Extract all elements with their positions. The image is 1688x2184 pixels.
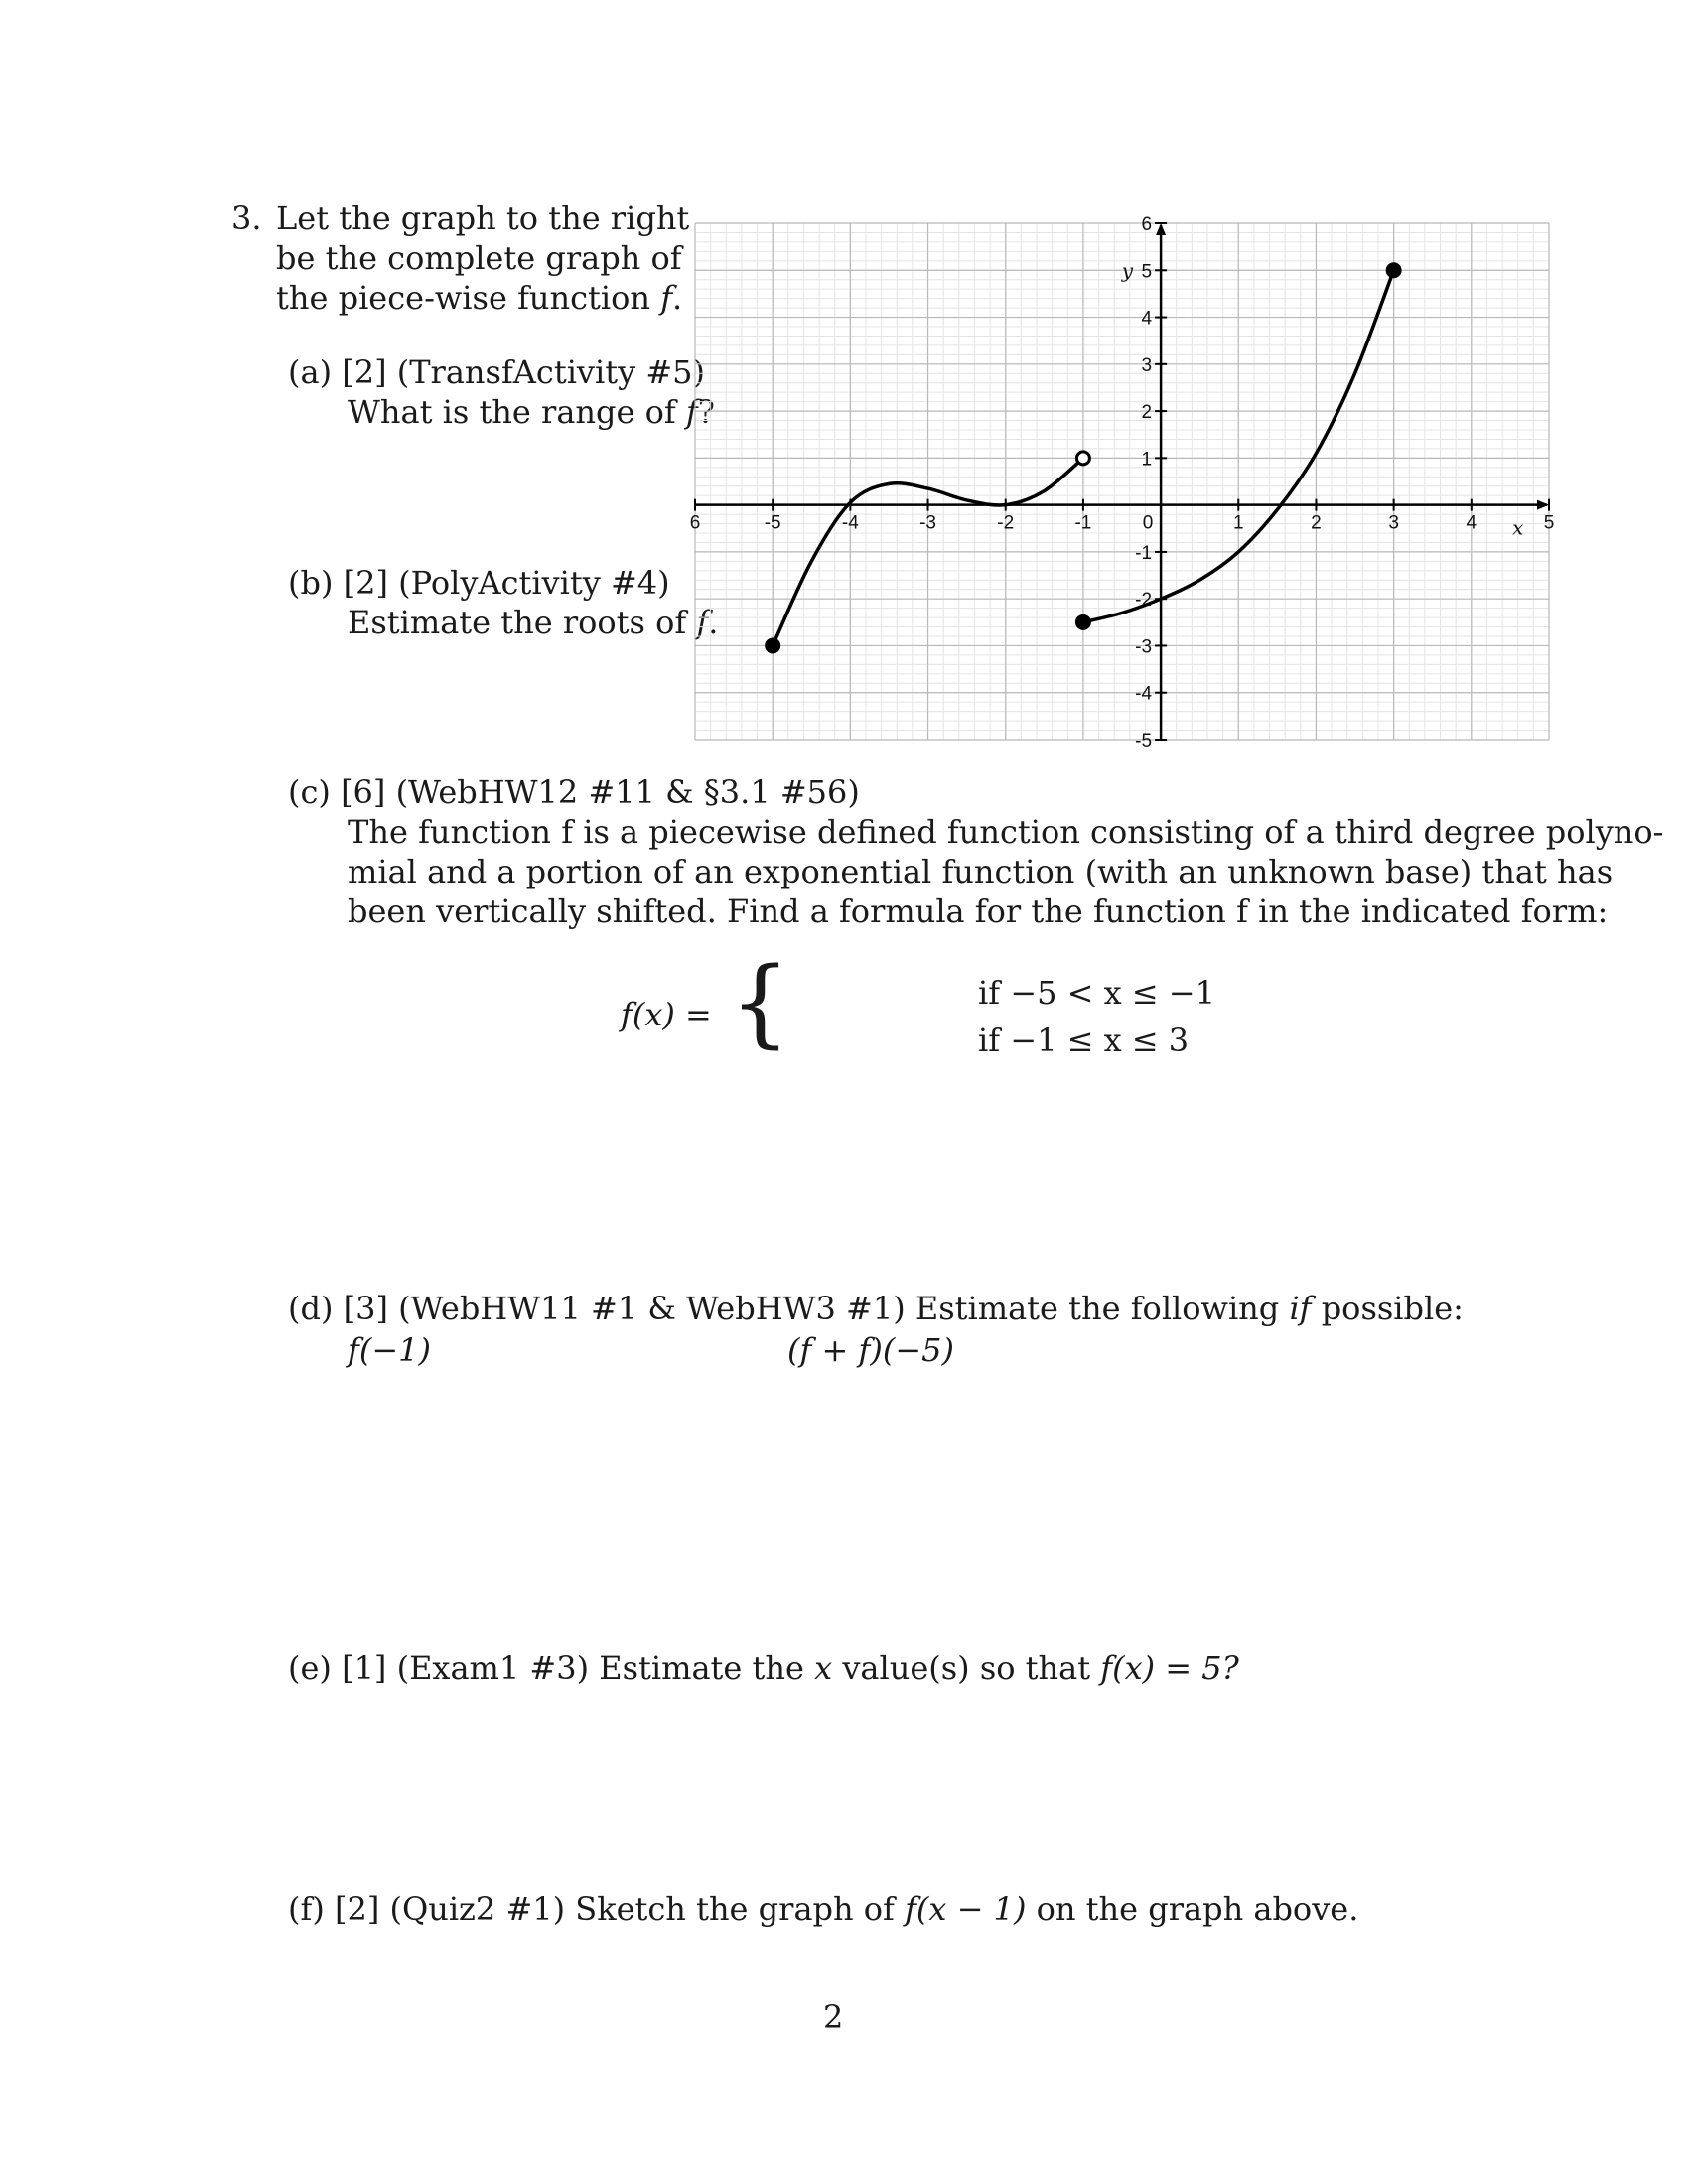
page-number: 2 (823, 1998, 844, 2036)
x-tick-label: -3 (919, 512, 936, 534)
y-tick-label: -3 (1135, 636, 1153, 658)
x-tick-label: -4 (841, 512, 859, 534)
part-b-question: Estimate the roots of f. (348, 604, 719, 641)
part-a-header: (a) [2] (TransfActivity #5) (288, 353, 705, 391)
part-e-question: (e) [1] (Exam1 #3) Estimate the x value(s) so that f(x) = 5? (288, 1649, 1239, 1687)
part-a-question: What is the range of f? (348, 393, 715, 431)
x-tick-label: 5 (1543, 512, 1555, 534)
closed-endpoint (1387, 264, 1400, 277)
y-tick-label: 6 (1141, 214, 1153, 235)
piecewise-case-2: if −1 ≤ x ≤ 3 (978, 1022, 1190, 1059)
intro-line-1: Let the graph to the right (276, 200, 690, 237)
x-tick-label: 3 (1388, 512, 1399, 534)
axes (695, 223, 1549, 740)
closed-endpoint (767, 639, 779, 652)
part-d-item-1: f(−1) (348, 1331, 431, 1369)
intro-line-2: be the complete graph of (276, 239, 682, 277)
open-endpoint (1076, 452, 1089, 465)
part-c-line-2: mial and a portion of an exponential function (with an unknown base) that has (348, 853, 1614, 890)
x-tick-label: -2 (997, 512, 1015, 534)
y-axis-label: y (1121, 258, 1134, 283)
y-tick-label: -2 (1135, 590, 1153, 612)
intro-line-3: the piece-wise function f. (276, 279, 683, 317)
y-tick-label: -1 (1135, 542, 1153, 564)
part-d-header: (d) [3] (WebHW11 #1 & WebHW3 #1) Estimate the following if possible: (288, 1290, 1464, 1327)
x-tick-label: 1 (1232, 512, 1244, 534)
x-axis-arrow (1537, 500, 1549, 510)
y-tick-label: 4 (1141, 308, 1153, 330)
function-graph (689, 214, 1555, 751)
part-c-line-3: been vertically shifted. Find a formula for the function f in the indicated form: (348, 892, 1609, 930)
piecewise-lhs: f(x) = (621, 996, 712, 1033)
y-tick-label: 2 (1141, 402, 1153, 424)
grid-minor (695, 223, 1549, 740)
part-c-header: (c) [6] (WebHW12 #11 & §3.1 #56) (288, 773, 860, 811)
y-tick-label: 1 (1141, 449, 1153, 471)
x-tick-label: 6 (689, 512, 701, 534)
y-tick-label: -5 (1135, 731, 1153, 751)
closed-endpoint (1076, 615, 1089, 628)
grid-major (695, 223, 1549, 740)
y-tick-label: 3 (1141, 354, 1153, 376)
part-d-item-2: (f + f)(−5) (787, 1331, 954, 1369)
x-axis-label: x (1512, 515, 1524, 540)
y-tick-label: 5 (1141, 261, 1153, 283)
x-tick-label: 0 (1142, 512, 1154, 534)
x-tick-label: 4 (1466, 512, 1477, 534)
y-axis-arrow (1156, 223, 1166, 235)
x-tick-label: 2 (1311, 512, 1322, 534)
part-b-header: (b) [2] (PolyActivity #4) (288, 564, 670, 602)
y-tick-label: -4 (1135, 683, 1153, 705)
x-tick-label: -5 (764, 512, 781, 534)
piecewise-brace: { (730, 947, 791, 1058)
piecewise-case-1: if −5 < x ≤ −1 (978, 974, 1215, 1012)
part-f-question: (f) [2] (Quiz2 #1) Sketch the graph of f(x − 1) on the graph above. (288, 1890, 1359, 1928)
x-tick-label: -1 (1074, 512, 1092, 534)
problem-number: 3. (231, 200, 262, 237)
part-c-line-1: The function f is a piecewise defined function consisting of a third degree polyno- (348, 813, 1664, 851)
